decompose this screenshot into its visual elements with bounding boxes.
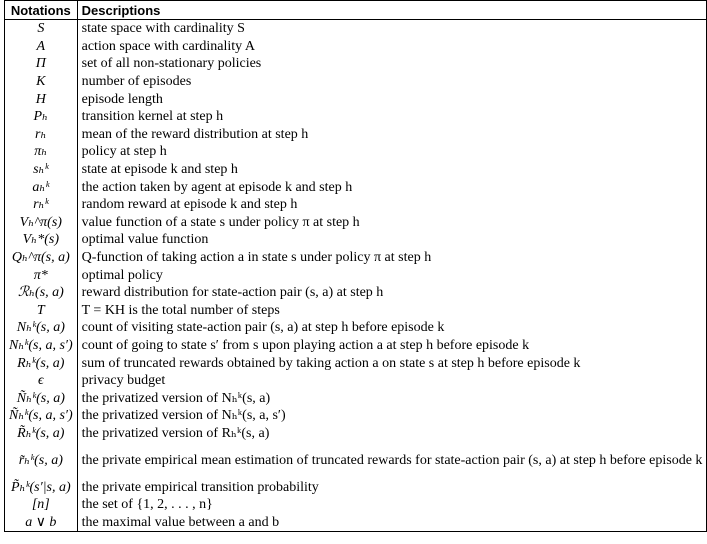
- table-row: [5, 302, 707, 320]
- notation-description: action space with cardinality A: [77, 38, 707, 56]
- notation-symbol: rₕᵏ: [5, 196, 78, 214]
- notation-description: mean of the reward distribution at step h: [77, 126, 707, 144]
- notation-description: count of visiting state-action pair (s, a) at step h before episode k: [77, 319, 707, 337]
- table-row: [5, 231, 707, 249]
- notation-symbol: Vₕ*(s): [5, 231, 78, 249]
- notation-symbol: Rₕᵏ(s, a): [5, 354, 78, 372]
- notation-symbol: Ñₕᵏ(s, a): [5, 389, 78, 407]
- table-row: [5, 372, 707, 390]
- table-row: [5, 126, 707, 144]
- table-row: [5, 249, 707, 267]
- notation-symbol: Nₕᵏ(s, a): [5, 319, 78, 337]
- notation-description: random reward at episode k and step h: [77, 196, 707, 214]
- notation-symbol: πₕ: [5, 143, 78, 161]
- notations-header: Notations: [5, 1, 78, 20]
- notation-description: the action taken by agent at episode k and step h: [77, 178, 707, 196]
- table-row: [5, 425, 707, 443]
- notation-description: state space with cardinality S: [77, 20, 707, 38]
- notation-symbol: rₕ: [5, 126, 78, 144]
- table-row: [5, 143, 707, 161]
- table-row: [5, 214, 707, 232]
- header-row: [5, 1, 707, 20]
- notation-symbol: Π: [5, 55, 78, 73]
- notation-description: policy at step h: [77, 143, 707, 161]
- notation-symbol: H: [5, 90, 78, 108]
- notation-description: the set of {1, 2, . . . , n}: [77, 496, 707, 514]
- notation-description: the privatized version of Rₕᵏ(s, a): [77, 425, 707, 443]
- table-row: [5, 196, 707, 214]
- notation-symbol: Vₕ^π(s): [5, 214, 78, 232]
- table-row: [5, 496, 707, 514]
- notation-symbol: K: [5, 73, 78, 91]
- notation-description: value function of a state s under policy π at step h: [77, 214, 707, 232]
- notation-description: the maximal value between a and b: [77, 513, 707, 531]
- notation-symbol: Qₕ^π(s, a): [5, 249, 78, 267]
- notation-description: count of going to state s′ from s upon playing action a at step h before episode k: [77, 337, 707, 355]
- notation-description: episode length: [77, 90, 707, 108]
- table-row: [5, 442, 707, 478]
- notation-symbol: r̃ₕᵏ(s, a): [5, 442, 78, 478]
- notation-symbol: [n]: [5, 496, 78, 514]
- notation-description: Q-function of taking action a in state s under policy π at step h: [77, 249, 707, 267]
- descriptions-header: Descriptions: [77, 1, 707, 20]
- table-row: [5, 266, 707, 284]
- table-row: [5, 337, 707, 355]
- notation-symbol: sₕᵏ: [5, 161, 78, 179]
- table-row: [5, 20, 707, 38]
- notation-symbol: Pₕ: [5, 108, 78, 126]
- notation-symbol: R̃ₕᵏ(s, a): [5, 425, 78, 443]
- table-row: [5, 90, 707, 108]
- notation-symbol: aₕᵏ: [5, 178, 78, 196]
- notation-symbol: ϵ: [5, 372, 78, 390]
- notation-description: the private empirical mean estimation of truncated rewards for state-action pair (s, a) at step h before episode k: [77, 442, 707, 478]
- table-row: [5, 38, 707, 56]
- notation-symbol: Nₕᵏ(s, a, s′): [5, 337, 78, 355]
- notation-description: reward distribution for state-action pair (s, a) at step h: [77, 284, 707, 302]
- table-row: [5, 178, 707, 196]
- table-row: [5, 513, 707, 531]
- notation-symbol: Ñₕᵏ(s, a, s′): [5, 407, 78, 425]
- notation-symbol: A: [5, 38, 78, 56]
- table-row: [5, 354, 707, 372]
- table-row: [5, 73, 707, 91]
- notation-description: the privatized version of Nₕᵏ(s, a): [77, 389, 707, 407]
- table-row: [5, 407, 707, 425]
- notation-description: the private empirical transition probability: [77, 478, 707, 496]
- notation-symbol: π*: [5, 266, 78, 284]
- table-row: [5, 284, 707, 302]
- table-row: [5, 55, 707, 73]
- table-row: [5, 319, 707, 337]
- notation-description: set of all non-stationary policies: [77, 55, 707, 73]
- notation-description: state at episode k and step h: [77, 161, 707, 179]
- notation-symbol: P̃ₕᵏ(s′|s, a): [5, 478, 78, 496]
- notation-description: the privatized version of Nₕᵏ(s, a, s′): [77, 407, 707, 425]
- notation-description: transition kernel at step h: [77, 108, 707, 126]
- notation-symbol: T: [5, 302, 78, 320]
- table-row: [5, 478, 707, 496]
- notation-description: sum of truncated rewards obtained by taking action a on state s at step h before episode k: [77, 354, 707, 372]
- notation-description: optimal value function: [77, 231, 707, 249]
- notation-symbol: a ∨ b: [5, 513, 78, 531]
- table-row: [5, 108, 707, 126]
- notation-description: optimal policy: [77, 266, 707, 284]
- notation-symbol: S: [5, 20, 78, 38]
- notation-description: T = KH is the total number of steps: [77, 302, 707, 320]
- notation-description: privacy budget: [77, 372, 707, 390]
- notation-description: number of episodes: [77, 73, 707, 91]
- table-row: [5, 161, 707, 179]
- notation-symbol: ℛₕ(s, a): [5, 284, 78, 302]
- notation-table: [4, 0, 707, 532]
- table-row: [5, 389, 707, 407]
